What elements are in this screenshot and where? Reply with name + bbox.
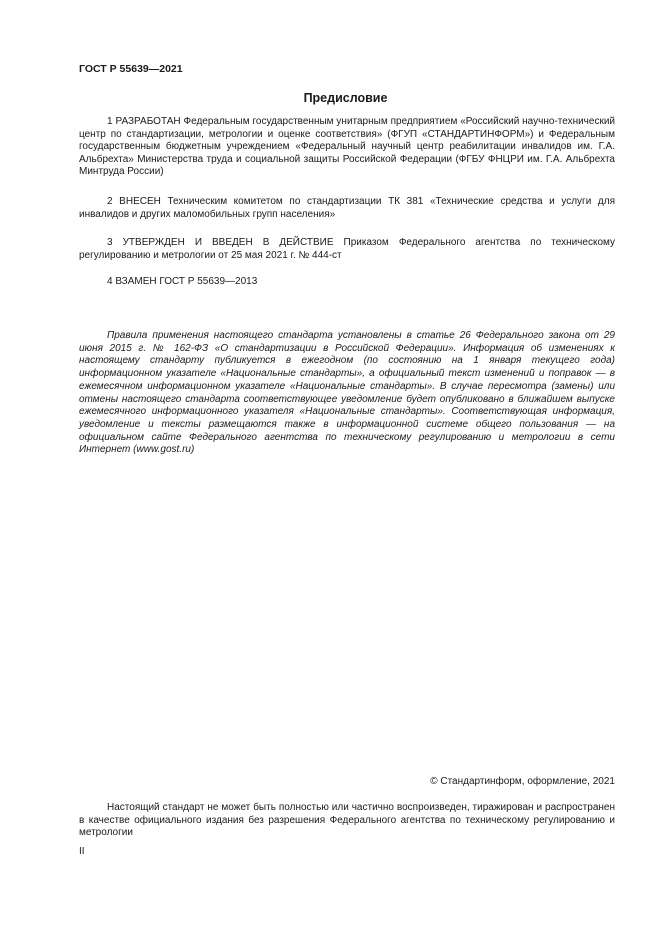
standard-code: ГОСТ Р 55639—2021 [79, 63, 183, 75]
copyright-line: © Стандартинформ, оформление, 2021 [430, 776, 615, 787]
reproduction-notice: Настоящий стандарт не может быть полностью или частично воспроизведен, тиражирован и распространен в качестве официального издания без разрешения Федерального агентства по техническому регулированию и метрологии [79, 802, 615, 839]
paragraph-developed-by: 1 РАЗРАБОТАН Федеральным государственным унитарным предприятием «Российский научно-технический центр по стандартизации, метрологии и оценке соответствия» (ФГУП «СТАНДАРТИНФОРМ») и Федеральным государственным бюджетным учреждением «Федеральный научный центр реабилитации инвалидов им. Г.А. Альбрехта» Министерства труда и социальной защиты Российской Федерации (ФГБУ ФНЦРИ им. Г.А. Альбрехта Минтруда России) [79, 116, 615, 178]
paragraph-replaces: 4 ВЗАМЕН ГОСТ Р 55639—2013 [107, 276, 258, 287]
usage-notice: Правила применения настоящего стандарта установлены в статье 26 Федерального закона от 29 июня 2015 г. № 162-ФЗ «О стандартизации в Российской Федерации». Информация об изменениях к настоящему стандарту публикуется в ежегодном (по состоянию на 1 января текущего года) информационном указателе «Национальные стандарты», а официальный текст изменений и поправок — в ежемесячном информационном указателе «Национальные стандарты». В случае пересмотра (замены) или отмены настоящего стандарта соответствующее уведомление будет опубликовано в ближайшем выпуске ежемесячного информационного указателя «Национальные стандарты». Соответствующая информация, уведомление и тексты размещаются также в информационной системе общего пользования — на официальном сайте Федерального агентства по техническому регулированию и метрологии в сети Интернет (www.gost.ru) [79, 330, 615, 456]
page-title: Предисловие [303, 91, 388, 105]
page-number: II [79, 846, 85, 857]
paragraph-approved: 3 УТВЕРЖДЕН И ВВЕДЕН В ДЕЙСТВИЕ Приказом Федерального агентства по техническому регулированию и метрологии от 25 мая 2021 г. № 444-ст [79, 237, 615, 261]
paragraph-introduced-by: 2 ВНЕСЕН Техническим комитетом по стандартизации ТК 381 «Технические средства и услуги для инвалидов и других маломобильных групп населения» [79, 196, 615, 220]
